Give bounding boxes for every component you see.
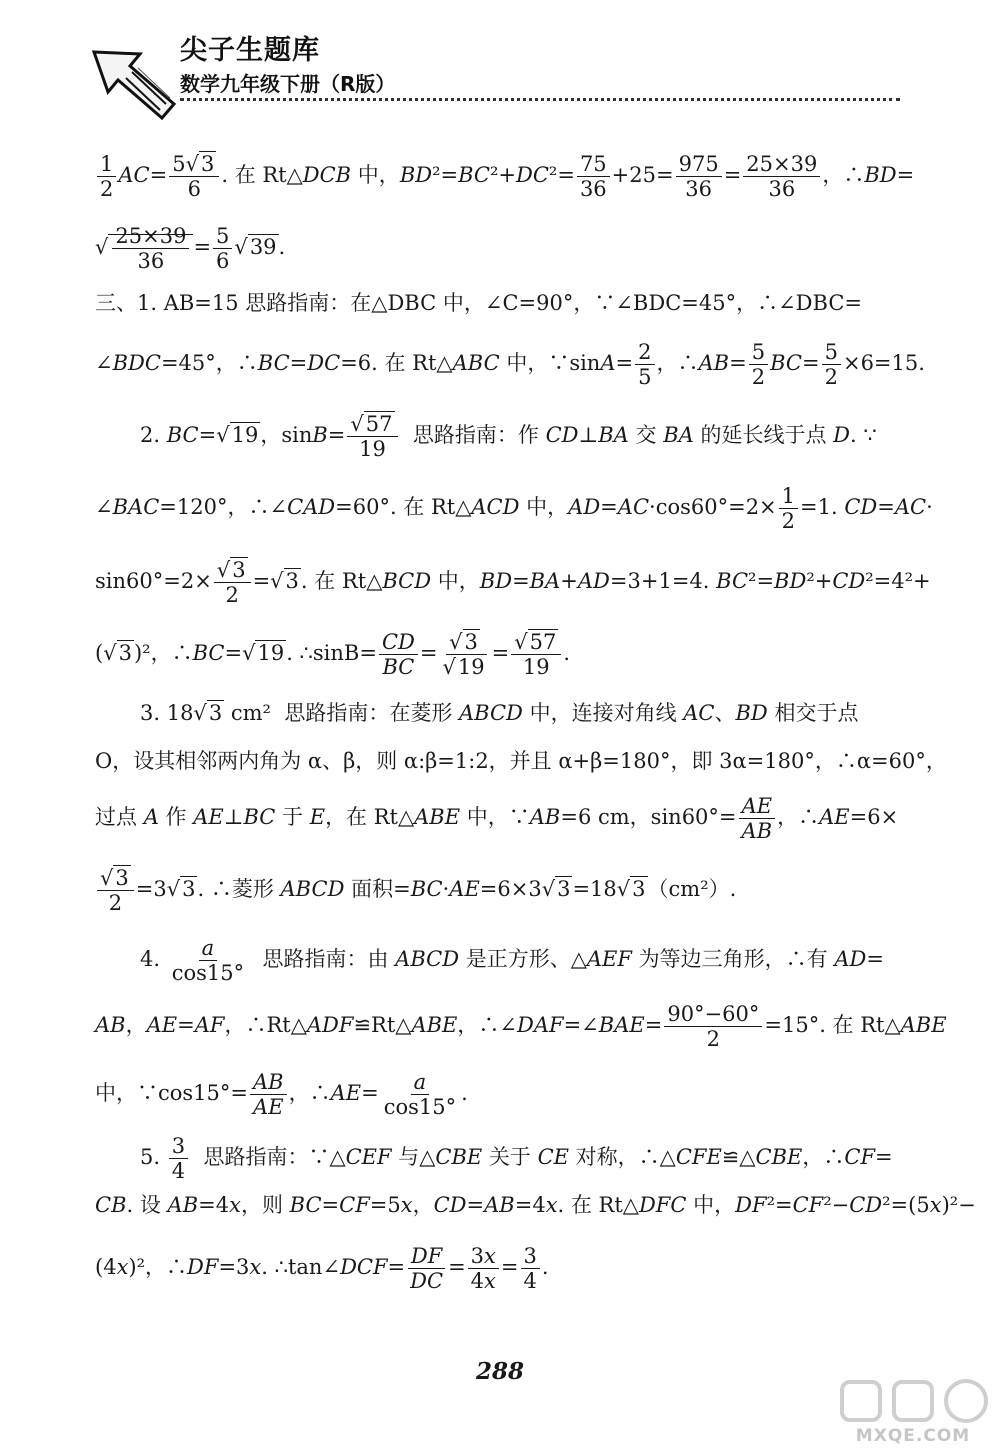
line-8: (√3)²，∴BC=√19. ∴sinB= $\frac{CD}{BC}$ = $\frac{√3}{√19}$ = $\frac{√57}{19}$ . [95,630,571,679]
page-header [0,0,1000,140]
line-3: 三、1. AB=15 思路指南：在△DBC 中，∠C=90°，∵∠BDC=45°，∴∠DBC= [95,291,863,315]
watermark-logo-icon [828,1376,998,1426]
line-15: 中，∵cos15°= $\frac{AB}{AE}$ ，∴AE= $\frac{a}{\cos 15^\circ}$ . [95,1070,468,1119]
line-11: 过点 A 作 AE⊥BC 于 E，在 Rt△ABE 中，∵AB=6 cm，sin60°= $\frac{AE}{AB}$ ，∴AE=6× [95,794,899,843]
line-18: (4x)²，∴DF=3x. ∴tan∠DCF= $\frac{DF}{DC}$ = $\frac{3x}{4x}$ = $\frac{3}{4}$ . [95,1244,549,1293]
book-title: 尖子生题库 [180,35,320,66]
line-14: AB，AE=AF，∴Rt△ADF≌Rt△ABE，∴∠DAF=∠BAE= $\frac{90^\circ-60^\circ}{2}$ =15°. 在 Rt△ABE [95,1002,947,1051]
watermark-text: MXQE.COM [855,1426,971,1446]
watermark [828,1376,998,1450]
line-12: $\frac{√3}{2}$ =3√3. ∴菱形 ABCD 面积=BC·AE=6×3√3=18√3（cm²）. [95,866,736,915]
line-16: 5. $\frac{3}{4}$ 思路指南：∵△CEF 与△CBE 关于 CE 对称，∴△CFE≌△CBE，∴CF= [140,1134,893,1183]
arrow-logo-icon [88,46,180,126]
line-2: √ $\frac{25\times 39}{36}$ = $\frac{5}{6}$ √39. [95,224,286,273]
line-1: $\frac{1}{2}$ AC= $\frac{5√3}{6}$ . 在 Rt△DCB 中，BD²=BC²+DC²= $\frac{75}{36}$ +25= $\frac{975}{36}$ = $\frac{25\times 39}{36}$ ，∴BD= [95,152,914,201]
line-5: 2. BC=√19，sinB= $\frac{√57}{19}$ 思路指南：作 CD⊥BA 交 BA 的延长线于点 D. ∵ [140,412,877,461]
page-number: 288 [475,1358,524,1385]
line-6: ∠BAC=120°，∴∠CAD=60°. 在 Rt△ACD 中，AD=AC·cos60°=2× $\frac{1}{2}$ =1. CD=AC· [95,484,933,533]
header-dotted-rule [180,98,900,101]
line-10: O，设其相邻两内角为 α、β，则 α:β=1:2，并且 α+β=180°，即 3α=180°，∴α=60°， [95,749,947,773]
book-subtitle: 数学九年级下册（R版） [180,72,396,96]
line-17: CB. 设 AB=4x，则 BC=CF=5x，CD=AB=4x. 在 Rt△DFC 中，DF²=CF²−CD²=(5x)²− [95,1193,976,1217]
line-4: ∠BDC=45°，∴BC=DC=6. 在 Rt△ABC 中，∵sinA= $\frac{2}{5}$ ，∴AB= $\frac{5}{2}$ BC= $\frac{5}{2}$ ×6=15. [95,340,925,389]
line-9: 3. 18√3 cm² 思路指南：在菱形 ABCD 中，连接对角线 AC、BD 相交于点 [140,701,859,725]
line-13: 4. $\frac{a}{\cos 15^\circ}$ 思路指南：由 ABCD 是正方形、△AEF 为等边三角形，∴有 AD= [140,936,884,985]
line-7: sin60°=2× $\frac{√3}{2}$ =√3. 在 Rt△BCD 中，BD=BA+AD=3+1=4. BC²=BD²+CD²=4²+ [95,558,931,607]
